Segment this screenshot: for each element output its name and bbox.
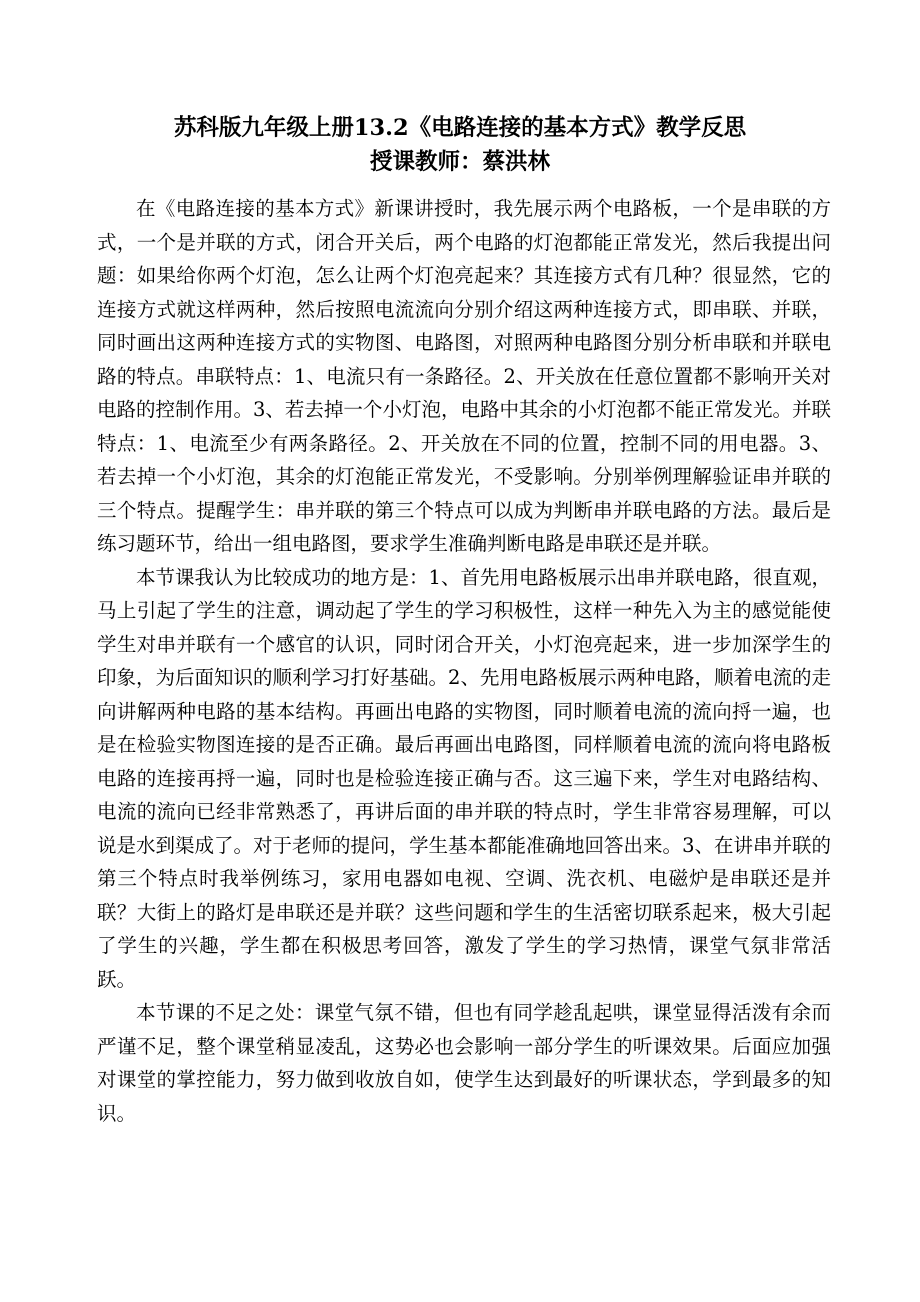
paragraph-lesson-description: 在《电路连接的基本方式》新课讲授时，我先展示两个电路板，一个是串联的方式，一个是并联的方式，闭合开关后，两个电路的灯泡都能正常发光，然后我提出问题：如果给你两个灯泡，怎么让两个灯泡亮起来？其连接方式有几种？很显然，它的连接方式就这样两种，然后按照电流流向分别介绍这两种连接方式，即串联、并联，同时画出这两种连接方式的实物图、电路图，对照两种电路图分别分析串联和并联电路的特点。串联特点：1、电流只有一条路径。2、开关放在任意位置都不影响开关对电路的控制作用。3、若去掉一个小灯泡，电路中其余的小灯泡都不能正常发光。并联特点：1、电流至少有两条路径。2、开关放在不同的位置，控制不同的用电器。3、若去掉一个小灯泡，其余的灯泡能正常发光，不受影响。分别举例理解验证串并联的三个特点。提醒学生：串并联的第三个特点可以成为判断串并联电路的方法。最后是练习题环节，给出一组电路图，要求学生准确判断电路是串联还是并联。 bbox=[97, 197, 831, 555]
teacher-line: 授课教师：蔡洪林 bbox=[369, 149, 550, 175]
paragraph-strengths: 本节课我认为比较成功的地方是：1、首先用电路板展示出串并联电路，很直观，马上引起了学生的注意，调动起了学生的学习积极性，这样一种先入为主的感觉能使学生对串并联有一个感官的认识，同时闭合开关，小灯泡亮起来，进一步加深学生的印象，为后面知识的顺利学习打好基础。2、先用电路板展示两种电路，顺着电流的走向讲解两种电路的基本结构。再画出电路的实物图，同时顺着电流的流向捋一遍，也是在检验实物图连接的是否正确。最后再画出电路图，同样顺着电流的流向将电路板电路的连接再捋一遍，同时也是检验连接正确与否。这三遍下来，学生对电路结构、电流的流向已经非常熟悉了，再讲后面的串并联的特点时，学生非常容易理解，可以说是水到渠成了。对于老师的提问，学生基本都能准确地回答出来。3、在讲串并联的第三个特点时我举例练习，家用电器如电视、空调、洗衣机、电磁炉是串联还是并联？大街上的路灯是串联还是并联？这些问题和学生的生活密切联系起来，极大引起了学生的兴趣，学生都在积极思考回答，激发了学生的学习热情，课堂气氛非常活跃。 bbox=[97, 565, 831, 991]
paragraph-shortcomings: 本节课的不足之处：课堂气氛不错，但也有同学趁乱起哄，课堂显得活泼有余而严谨不足，整个课堂稍显凌乱，这势必也会影响一部分学生的听课效果。后面应加强对课堂的掌控能力，努力做到收放自如，使学生达到最好的听课状态，学到最多的知识。 bbox=[97, 1001, 831, 1125]
document-body bbox=[97, 192, 831, 1130]
document-title: 苏科版九年级上册13.2《电路连接的基本方式》教学反思 bbox=[173, 115, 747, 141]
